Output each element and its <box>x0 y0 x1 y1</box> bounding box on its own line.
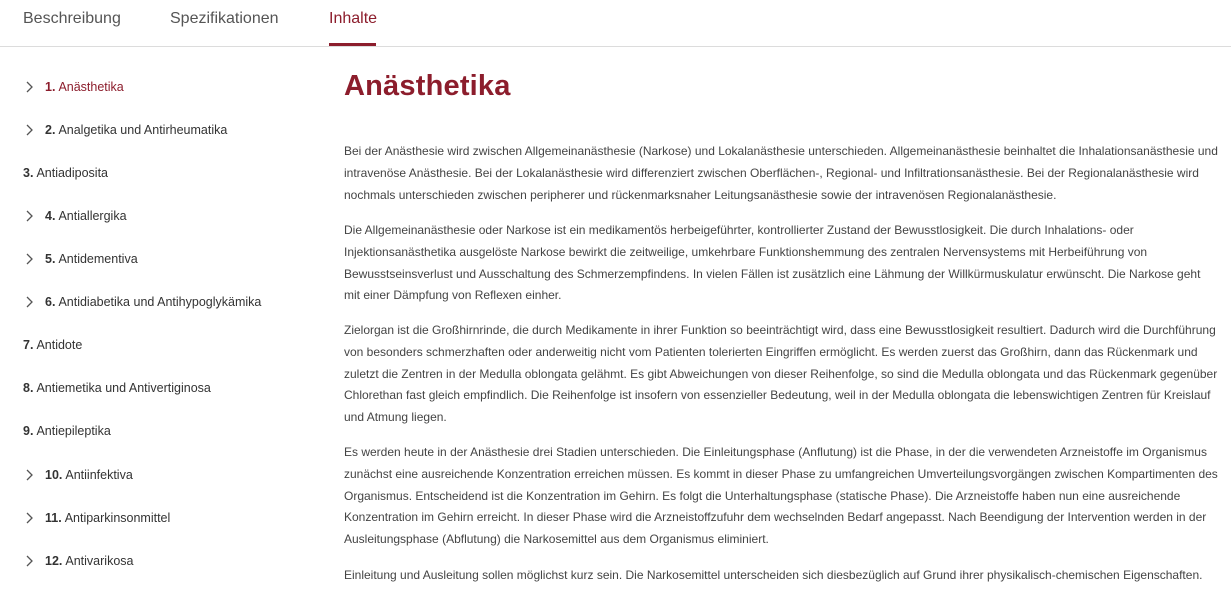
toc-label: Antidiabetika und Antihypoglykämika <box>58 295 262 309</box>
toc-number: 4. <box>45 209 56 223</box>
toc-item-5[interactable] <box>0 248 138 270</box>
chevron-right-icon <box>23 295 37 309</box>
toc-item-7[interactable] <box>0 334 82 356</box>
toc-item-6[interactable] <box>0 291 261 313</box>
toc-label: Anästhetika <box>58 80 124 94</box>
toc-number: 8. <box>23 381 34 395</box>
toc-label: Antidementiva <box>58 252 138 266</box>
toc-item-9[interactable] <box>0 420 111 442</box>
chevron-right-icon <box>23 80 37 94</box>
toc-item-8[interactable] <box>0 377 211 399</box>
toc-number: 10. <box>45 468 63 482</box>
toc-item-12[interactable] <box>0 550 133 572</box>
chevron-right-icon <box>23 511 37 525</box>
toc-label: Antiallergika <box>58 209 127 223</box>
toc-number: 3. <box>23 166 34 180</box>
toc-number: 7. <box>23 338 34 352</box>
toc-item-11[interactable] <box>0 507 170 529</box>
toc-label: Antiadiposita <box>36 166 109 180</box>
content-paragraph-3: Zielorgan ist die Großhirnrinde, die durch Medikamente in ihrer Funktion so beeinträchtigt wird, dass eine Bewusstlosigkeit resultiert. Dadurch wird die Durchführung von besonders schmerzhaften oder anderweitig nicht vom Patienten tolerierten Eingriffen ermöglicht. Es werden zuerst das Großhirn, dann das Rückenmark und zuletzt die Zentren in der Medulla oblongata gelähmt. Es gibt Abweichungen von dieser Reihenfolge, so sind die Medulla oblongata und das Rückenmark gegenüber Chlorethan fast gleich empfindlich. Die Reihenfolge ist insofern von essenzieller Bedeutung, weil in der Medulla oblongata die lebenswichtigen Zentren für Kreislauf und Atmung liegen. <box>344 323 1218 425</box>
page-title: Anästhetika <box>344 70 511 102</box>
chevron-right-icon <box>23 209 37 223</box>
toc-number: 5. <box>45 252 56 266</box>
toc-number: 11. <box>45 511 62 525</box>
chevron-right-icon <box>23 123 37 137</box>
toc-item-3[interactable] <box>0 162 108 184</box>
chevron-right-icon <box>23 252 37 266</box>
chevron-right-icon <box>23 468 37 482</box>
toc-number: 2. <box>45 123 56 137</box>
content-paragraph-5: Einleitung und Ausleitung sollen möglichst kurz sein. Die Narkosemittel unterscheiden sich diesbezüglich auf Grund ihrer physikalisch-chemischen Eigenschaften. <box>344 568 1203 582</box>
toc-label: Antidote <box>36 338 83 352</box>
toc-label: Analgetika und Antirheumatika <box>58 123 228 137</box>
tab-bar <box>0 0 1231 47</box>
toc-item-2[interactable] <box>0 119 227 141</box>
toc-number: 6. <box>45 295 56 309</box>
tab-spezifikationen[interactable]: Spezifikationen <box>170 10 279 27</box>
toc-number: 9. <box>23 424 34 438</box>
toc-item-1[interactable] <box>0 76 124 98</box>
content-paragraph-4: Es werden heute in der Anästhesie drei Stadien unterschieden. Die Einleitungsphase (Anflutung) ist die Phase, in der die verwendeten Arzneistoffe im Organismus zunächst eine ausreichende Konzentration erreichen müssen. Es kommt in dieser Phase zu umfangreichen Umverteilungsvorgängen zwischen Kompartimenten des Organismus. Entscheidend ist die Konzentration im Gehirn. Es folgt die Unterhaltungsphase (statische Phase). Die Arzneistoffe haben nun eine ausreichende Konzentration im Gehirn erreicht. In dieser Phase wird die Arzneistoffzufuhr dem wechselnden Bedarf angepasst. Nach Beendigung der Intervention werden in der Ausleitungsphase (Abflutung) die Narkosemittel aus dem Organismus eliminiert. <box>344 445 1218 547</box>
active-tab-indicator <box>329 43 376 46</box>
toc-label: Antivarikosa <box>65 554 134 568</box>
toc-label: Antiparkinsonmittel <box>64 511 171 525</box>
toc-number: 12. <box>45 554 63 568</box>
toc-label: Antiinfektiva <box>65 468 133 482</box>
content-paragraph-2: Die Allgemeinanästhesie oder Narkose ist ein medikamentös herbeigeführter, kontrollierter Zustand der Bewusstlosigkeit. Die durch Inhalations- oder Injektionsanästhetika ausgelöste Narkose bewirkt die zeitweilige, umkehrbare Funktionshemmung des zentralen Nervensystems mit Herbeiführung von Bewusstseinsverlust und Ausschaltung des Schmerzempfindens. In vielen Fällen ist zusätzlich eine Lähmung der Willkürmuskulatur erwünscht. Die Narkose geht mit einer Dämpfung von Reflexen einher. <box>344 223 1201 303</box>
toc-label: Antiepileptika <box>36 424 111 438</box>
content-area <box>344 70 1219 582</box>
toc-item-10[interactable] <box>0 464 133 486</box>
chevron-right-icon <box>23 554 37 568</box>
toc-number: 1. <box>45 80 56 94</box>
tab-beschreibung[interactable]: Beschreibung <box>23 10 121 27</box>
tab-inhalte[interactable]: Inhalte <box>329 10 378 27</box>
toc-item-4[interactable] <box>0 205 127 227</box>
toc-label: Antiemetika und Antivertiginosa <box>36 381 211 395</box>
content-paragraph-1: Bei der Anästhesie wird zwischen Allgemeinanästhesie (Narkose) und Lokalanästhesie unterschieden. Allgemeinanästhesie beinhaltet die Inhalationsanästhesie und intravenöse Anästhesie. Bei der Lokalanästhesie wird differenziert zwischen Oberflächen-, Regional- und Infiltrationsanästhesie. Bei der Regionalanästhesie wird nochmals unterschieden zwischen peripherer und rückenmarksnaher Leitungsanästhesie sowie der intravenösen Regionalanästhesie. <box>344 144 1218 202</box>
